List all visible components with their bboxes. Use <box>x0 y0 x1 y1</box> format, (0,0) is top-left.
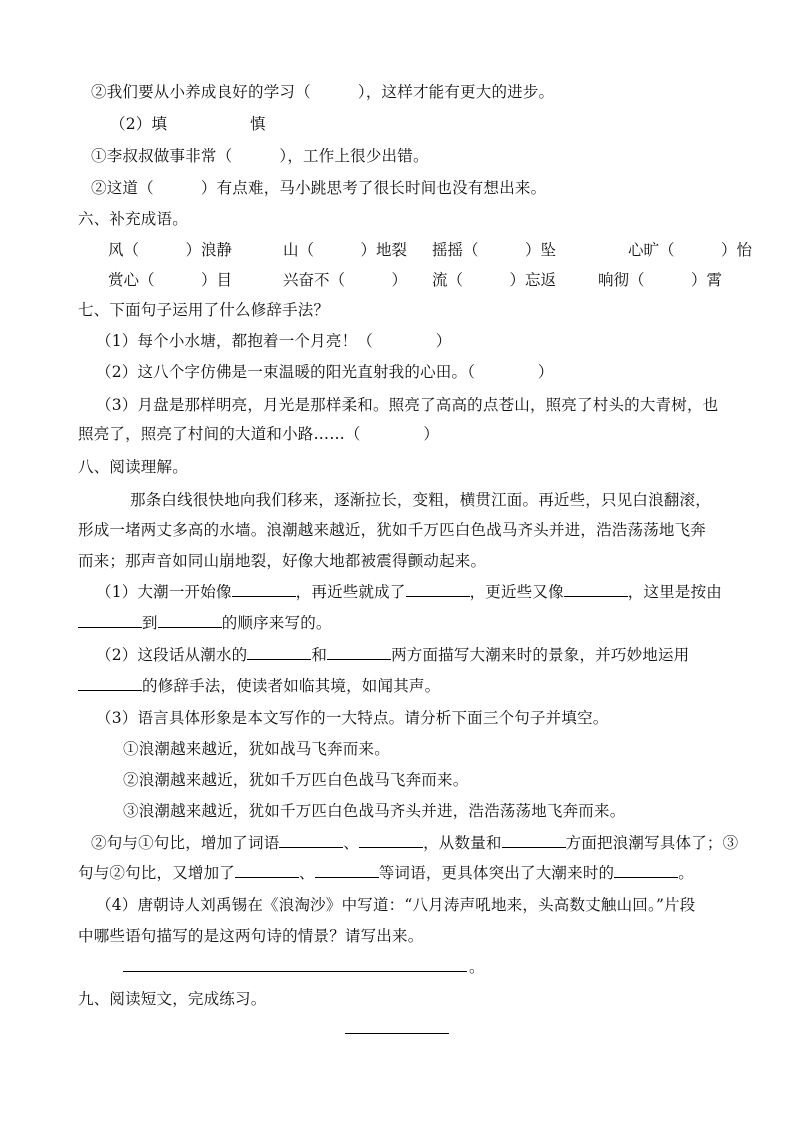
answer-blank[interactable] <box>359 833 423 848</box>
answer-blank[interactable] <box>614 863 678 878</box>
answer-blank[interactable] <box>232 582 296 597</box>
text-line: （2）这八个字仿佛是一束温暖的阳光直射我的心田。（ ） <box>96 363 554 381</box>
section-heading: 八、阅读理解。 <box>78 458 188 476</box>
question-line: （1）大潮一开始像 ，再近些就成了 ，更近些又像 ，这里是按由 <box>96 583 722 601</box>
answer-blank[interactable] <box>564 582 628 597</box>
answer-blank[interactable] <box>406 582 470 597</box>
answer-line[interactable] <box>123 971 467 972</box>
example-sentence: ①浪潮越来越近，犹如战马飞奔而来。 <box>123 740 390 758</box>
answer-blank[interactable] <box>78 676 142 691</box>
idiom-item: 赏心（ ）目 <box>108 271 233 289</box>
idiom-item: 流（ ）忘返 <box>432 271 557 289</box>
text-line: 慎 <box>250 115 266 133</box>
section-heading: 七、下面句子运用了什么修辞手法？ <box>78 301 330 319</box>
question-line: 到 的顺序来写的。 <box>78 613 332 633</box>
example-sentence: ③浪潮越来越近，犹如千万匹白色战马齐头并进，浩浩荡荡地飞奔而来。 <box>123 802 626 820</box>
text-line: 。 <box>469 958 485 976</box>
idiom-item: 风（ ）浪静 <box>108 241 233 259</box>
title-blank-line[interactable] <box>345 1033 449 1034</box>
section-heading: 六、补充成语。 <box>78 210 188 228</box>
question-line: 中哪些语句描写的是这两句诗的情景？请写出来。 <box>78 927 424 945</box>
answer-blank[interactable] <box>158 613 222 628</box>
text-line: （1）每个小水塘，都抱着一个月亮！（ ） <box>96 332 452 350</box>
idiom-item: 响彻（ ）霄 <box>598 271 723 289</box>
passage-line: 形成一堵两丈多高的水墙。浪潮越来越近，犹如千万匹白色战马齐头并进，浩浩荡荡地飞奔 <box>78 521 707 539</box>
question-line: 的修辞手法，使读者如临其境，如闻其声。 <box>78 676 440 696</box>
idiom-item: 摇摇（ ）坠 <box>432 241 557 259</box>
passage-line: 而来；那声音如同山崩地裂，好像大地都被震得颤动起来。 <box>78 552 487 570</box>
idiom-item: 山（ ）地裂 <box>283 241 408 259</box>
answer-blank[interactable] <box>502 833 566 848</box>
answer-blank[interactable] <box>315 863 379 878</box>
section-heading: 九、阅读短文，完成练习。 <box>78 990 267 1008</box>
idiom-item: 心旷（ ）怡 <box>628 241 753 259</box>
text-line: （2）填 <box>110 115 168 133</box>
question-line: 句与②句比，又增加了 、 等词语，更具体突出了大潮来时的 。 <box>78 864 694 882</box>
text-line: ①李叔叔做事非常（ ），工作上很少出错。 <box>91 147 429 165</box>
text-line: ②我们要从小养成良好的学习（ ），这样才能有更大的进步。 <box>91 83 555 101</box>
answer-blank[interactable] <box>78 613 142 628</box>
answer-blank[interactable] <box>247 645 311 660</box>
example-sentence: ②浪潮越来越近，犹如千万匹白色战马飞奔而来。 <box>123 771 469 789</box>
answer-blank[interactable] <box>235 863 299 878</box>
idiom-item: 兴奋不（ ） <box>283 271 408 289</box>
text-line: （3）月盘是那样明亮，月光是那样柔和。照亮了高高的点苍山，照亮了村头的大青树，也 <box>96 396 719 414</box>
passage-line: 那条白线很快地向我们移来，逐渐拉长，变粗，横贯江面。再近些，只见白浪翻滚， <box>130 491 711 509</box>
answer-blank[interactable] <box>327 645 391 660</box>
question-line: ②句与①句比，增加了词语 、 ，从数量和 方面把浪潮写具体了；③ <box>91 834 739 852</box>
question-line: （3）语言具体形象是本文写作的一大特点。请分析下面三个句子并填空。 <box>96 709 609 727</box>
answer-blank[interactable] <box>279 833 343 848</box>
text-line: ②这道（ ）有点难，马小跳思考了很长时间也没有想出来。 <box>91 179 547 197</box>
text-line: 照亮了，照亮了村间的大道和小路……（ ） <box>78 425 440 443</box>
question-line: （4）唐朝诗人刘禹锡在《浪淘沙》中写道：“八月涛声吼地来，头高数丈触山回。”片段 <box>96 896 696 914</box>
question-line: （2）这段话从潮水的 和 两方面描写大潮来时的景象，并巧妙地运用 <box>96 646 690 664</box>
